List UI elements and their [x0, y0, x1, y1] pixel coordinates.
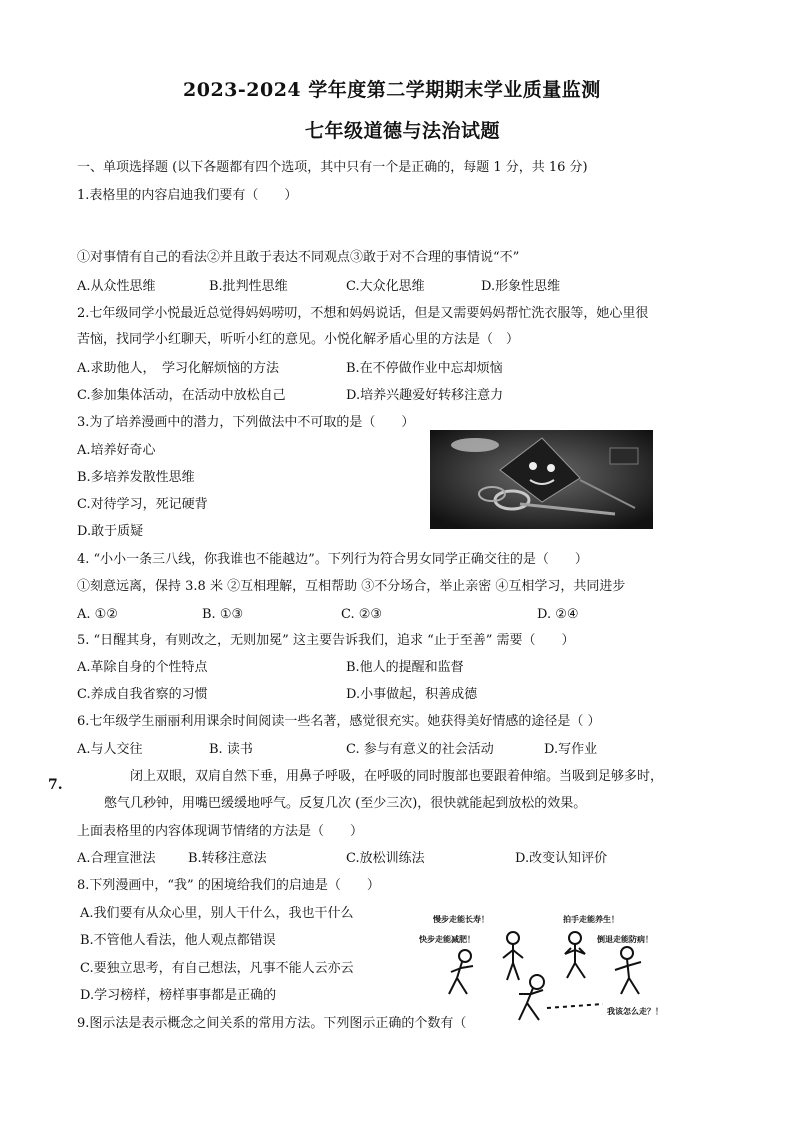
q1-option-b: B.批判性思维 — [209, 279, 288, 294]
q9-stem: 9.图示法是表示概念之间关系的常用方法。下列图示正确的个数有（ — [77, 1016, 467, 1031]
q7-number: 7. — [48, 777, 63, 793]
q3-option-b: B.多培养发散性思维 — [77, 470, 195, 485]
comic-bubble-clap: 拍手走能养生！ — [563, 915, 619, 924]
q3-stem: 3.为了培养漫画中的潜力，下列做法中不可取的是（ ） — [77, 415, 415, 430]
q6-stem: 6.七年级学生丽丽利用课余时间阅读一些名著，感觉很充实。她获得美好情感的途径是（ ） — [77, 714, 601, 729]
q1-option-c: C.大众化思维 — [346, 279, 425, 294]
q8-option-a: A.我们要有从众心里，别人干什么，我也干什么 — [80, 906, 354, 921]
q7-option-c: C.放松训练法 — [346, 851, 425, 866]
q4-statements: ①刻意远离，保持 3.8 米 ②互相理解，互相帮助 ③不分场合，举止亲密 ④互相学习，共同进步 — [77, 579, 626, 594]
q5-option-b: B.他人的提醒和监督 — [346, 660, 464, 675]
q8-option-c: C.要独立思考，有自己想法，凡事不能人云亦云 — [80, 961, 354, 976]
q3-option-d: D.敢于质疑 — [77, 524, 144, 539]
exam-subtitle: 七年级道德与法治试题 — [305, 120, 501, 142]
q1-quote: ①对事情有自己的看法②并且敢于表达不同观点③敢于对不合理的事情说“不” — [77, 250, 520, 265]
comic-bubble-slow: 慢步走能长寿！ — [433, 915, 489, 924]
q2-option-c: C.参加集体活动，在活动中放松自己 — [77, 388, 286, 403]
q3-cartoon-image — [430, 430, 653, 529]
q6-option-a: A.与人交往 — [77, 742, 143, 757]
comic-walkers-drawing — [415, 908, 705, 1023]
q8-stem: 8.下列漫画中，“我” 的困境给我们的启迪是（ ） — [77, 878, 380, 893]
q5-option-a: A.革除自身的个性特点 — [77, 660, 208, 675]
q2-stem-line1: 2.七年级同学小悦最近总觉得妈妈唠叨，不想和妈妈说话，但是又需要妈妈帮忙洗衣服等，她心里很 — [77, 306, 649, 321]
q7-box-line2: 憋气几秒钟，用嘴巴缓缓地呼气。反复几次 (至少三次)，很快就能起到放松的效果。 — [104, 796, 587, 811]
q3-option-c: C.对待学习，死记硬背 — [77, 497, 208, 512]
q4-stem: 4. “小小一条三八线，你我谁也不能越边”。下列行为符合男女同学正确交往的是（ ） — [77, 552, 588, 567]
q6-option-c: C. 参与有意义的社会活动 — [346, 742, 494, 757]
comic-bubble-backward: 倒退走能防病！ — [597, 935, 653, 944]
q5-stem: 5. “日醒其身，有则改之，无则加冕” 这主要告诉我们，追求 “止于至善” 需要（ ） — [77, 633, 575, 648]
comic-bubble-fast: 快步走能减肥！ — [419, 935, 475, 944]
q2-option-a: A.求助他人， 学习化解烦恼的方法 — [77, 361, 280, 376]
q2-option-b: B.在不停做作业中忘却烦恼 — [346, 361, 503, 376]
q5-option-c: C.养成自我省察的习惯 — [77, 687, 208, 702]
q4-option-a: A. ①② — [77, 607, 118, 622]
q6-option-d: D.写作业 — [544, 742, 598, 757]
comic-bubble-me: 我该怎么走？！ — [607, 1007, 663, 1016]
q1-option-a: A.从众性思维 — [77, 279, 156, 294]
q8-option-b: B.不管他人看法，他人观点都错误 — [80, 933, 276, 948]
q7-option-b: B.转移注意法 — [188, 851, 267, 866]
q7-option-d: D.改变认知评价 — [515, 851, 608, 866]
q6-option-b: B. 读书 — [209, 742, 253, 757]
q4-option-d: D. ②④ — [537, 607, 579, 622]
q2-option-d: D.培养兴趣爱好转移注意力 — [346, 388, 504, 403]
q8-option-d: D.学习榜样，榜样事事都是正确的 — [80, 988, 277, 1003]
q7-box-line1: 闭上双眼，双肩自然下垂，用鼻子呼吸，在呼吸的同时腹部也要跟着伸缩。当吸到足够多时， — [130, 769, 664, 784]
q7-option-a: A.合理宣泄法 — [77, 851, 156, 866]
q5-option-d: D.小事做起，积善成德 — [346, 687, 478, 702]
exam-title: 2023-2024 学年度第二学期期末学业质量监测 — [183, 79, 601, 101]
q1-stem: 1.表格里的内容启迪我们要有（ ） — [77, 188, 298, 203]
q1-option-d: D.形象性思维 — [481, 279, 561, 294]
q8-comic — [415, 908, 705, 1023]
section-heading: 一、单项选择题 (以下各题都有四个选项，其中只有一个是正确的，每题 1 分，共 16 分) — [77, 160, 588, 175]
q7-stem: 上面表格里的内容体现调节情绪的方法是（ ） — [77, 824, 364, 839]
q4-option-c: C. ②③ — [341, 607, 383, 622]
q2-stem-line2: 苦恼，找同学小红聊天，听听小红的意见。小悦化解矛盾心里的方法是（ ） — [77, 332, 520, 347]
q3-option-a: A.培养好奇心 — [77, 443, 156, 458]
q4-option-b: B. ①③ — [202, 607, 244, 622]
